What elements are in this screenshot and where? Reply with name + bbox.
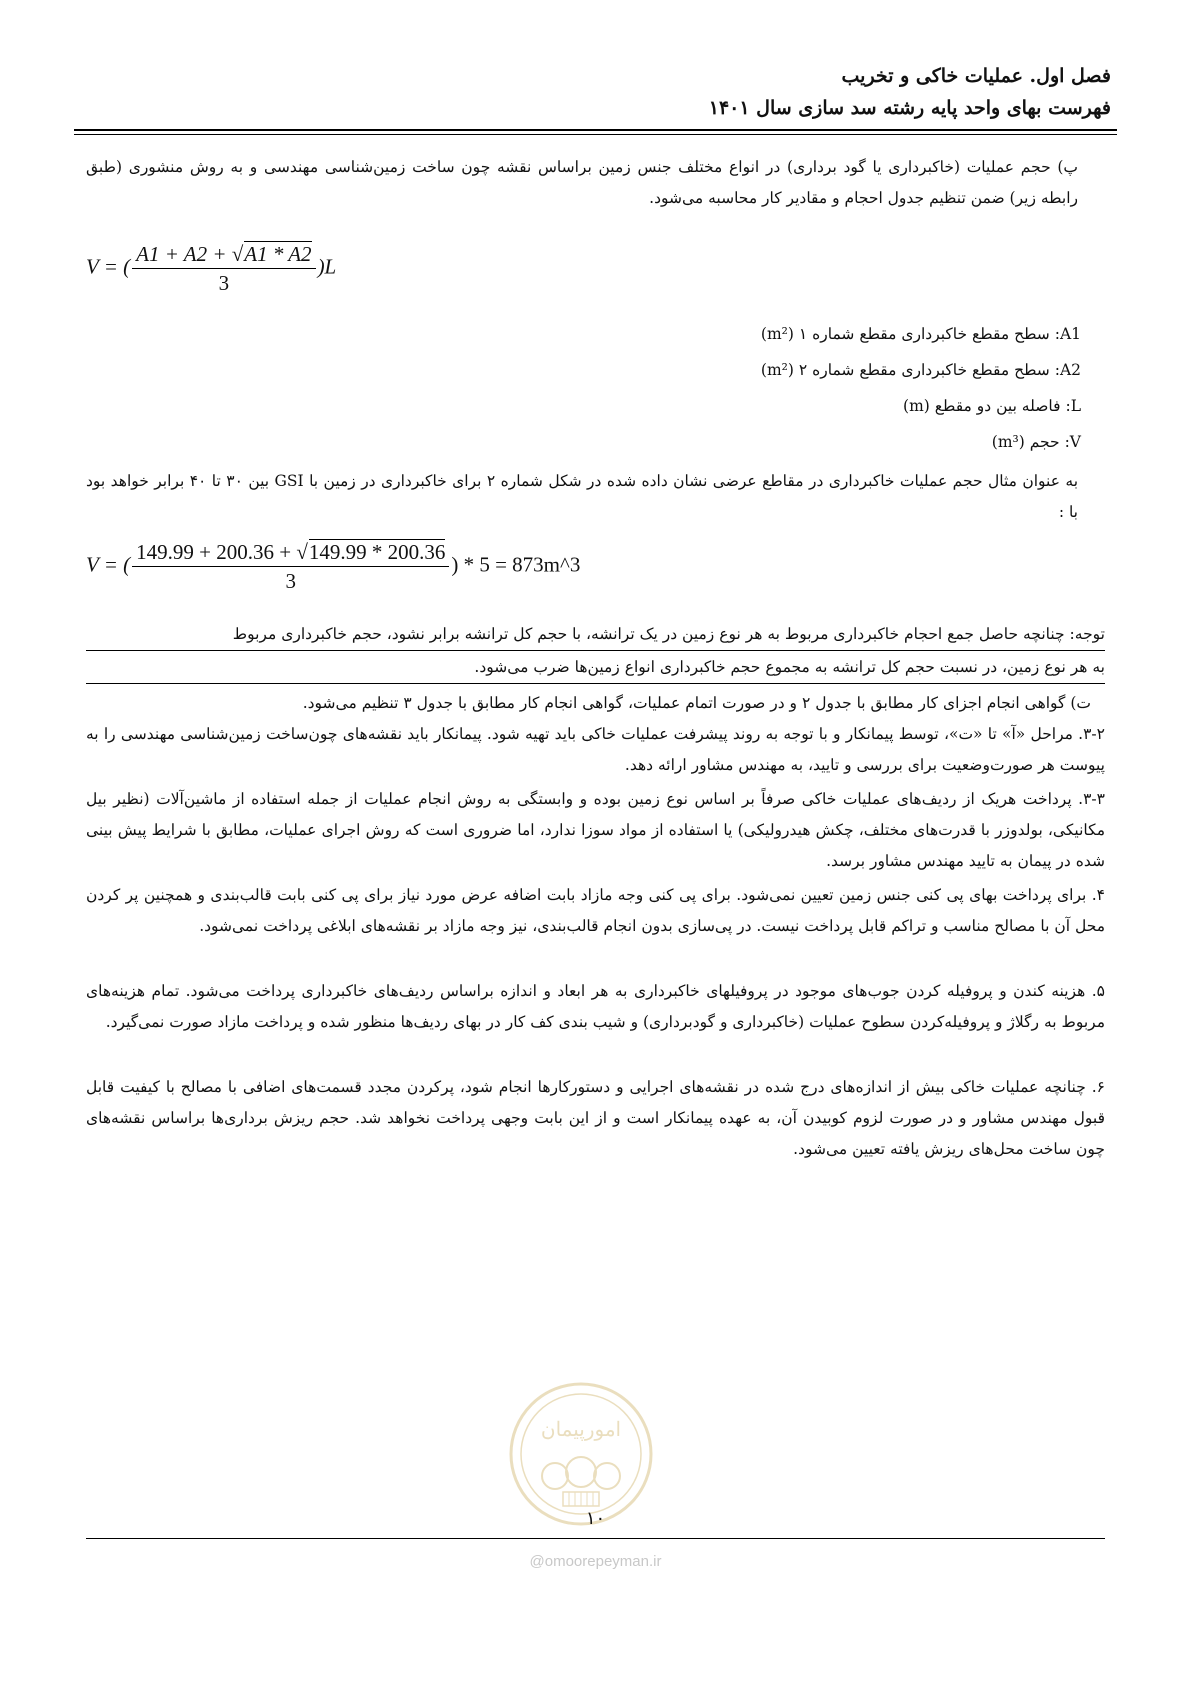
example-paragraph: به عنوان مثال حجم عملیات خاکبرداری در مقاطع عرضی نشان داده شده در شکل شماره ۲ برای خاکبرداری در زمین با GSI بین ۳۰ تا ۴۰ برابر خواهد بود با :	[86, 472, 1079, 521]
eq1-lhs: V = (	[86, 254, 131, 279]
eq2-rhs: ) * 5 = 873m^3	[451, 552, 581, 577]
eq1-denominator: 3	[218, 271, 230, 295]
definition-l: L: فاصله بین دو مقطع (m)	[903, 397, 1081, 415]
eq2-sqrt-radicand: 149.99 * 200.36	[308, 540, 446, 564]
header-rule-thick	[74, 129, 1117, 131]
chapter-title: فصل اول. عملیات خاکی و تخریب	[841, 65, 1111, 87]
paragraph-6: ۶. چنانچه عملیات خاکی بیش از اندازه‌های درج شده در نقشه‌های اجرایی و دستورکارها انجام شود، پرکردن مجدد قسمت‌های اضافی با مصالح با کیفیت قابل قبول مهندس مشاور و در صورت لزوم کوبیدن آن، به عهده پیمانکار است و از این بابت وجهی پرداخت نخواهد شد. حجم ریزش برداری‌ها براساس نقشه‌های چون ساخت محل‌های ریزش یافته تعیین می‌شود.	[86, 1078, 1105, 1158]
paragraph-p: پ) حجم عملیات (خاکبرداری یا گود برداری) در انواع مختلف جنس زمین براساس نقشه چون ساخت زمین‌شناسی مهندسی و به روش منشوری (طبق رابطه زیر) ضمن تنظیم جدول احجام و مقادیر کار محاسبه می‌شود.	[86, 158, 1078, 207]
sqrt-icon: √	[231, 242, 244, 266]
variable-definitions	[761, 316, 1081, 460]
eq2-fraction	[132, 538, 449, 595]
eq2-numerator	[132, 538, 449, 567]
note-line-1: توجه: چنانچه حاصل جمع احجام خاکبرداری مربوط به هر نوع زمین در یک ترانشه، با حجم کل ترانشه برابر نشود، حجم خاکبرداری مربوط	[86, 618, 1105, 651]
note-box	[86, 618, 1105, 684]
footer-website: @omoorepeyman.ir	[529, 1553, 662, 1570]
eq2-numerator-sum: 149.99 + 200.36 +	[136, 540, 297, 564]
paragraph-5: ۵. هزینه کندن و پروفیله کردن جوب‌های موجود در پروفیلهای خاکبرداری به هر ابعاد و اندازه براساس ردیف‌های خاکبرداری پرداخت می‌شود. تمام هزینه‌های مربوط به رگلاژ و پروفیله‌کردن سطوح عملیات (خاکبرداری و گودبرداری) و شیب بندی کف کار در بهای ردیف‌ها منظور شده و پرداخت مازاد صورت نمی‌گیرد.	[86, 982, 1105, 1031]
note-line-2: به هر نوع زمین، در نسبت حجم کل ترانشه به مجموع حجم خاکبرداری انواع زمین‌ها ضرب می‌شود.	[86, 651, 1105, 684]
page-number: ۱۰	[585, 1508, 606, 1529]
eq1-numerator	[132, 240, 315, 269]
eq1-numerator-sum: A1 + A2 +	[136, 242, 232, 266]
header-rule-thin	[74, 134, 1117, 135]
equation-volume-formula	[86, 240, 336, 297]
paragraph-3-2: ۳-۲. مراحل «آ» تا «ت»، توسط پیمانکار و با توجه به روند پیشرفت عملیات خاکی باید تهیه شود. پیمانکار باید نقشه‌های چون‌ساخت زمین‌شناسی مهندسی را به پیوست هر صورت‌وضعیت برای بررسی و تایید، به مهندس مشاور ارائه دهد.	[86, 725, 1105, 774]
page-header	[709, 60, 1111, 124]
definition-a1: A1: سطح مقطع خاکبرداری مقطع شماره ۱ (m²)	[760, 325, 1081, 343]
paragraph-4: ۴. برای پرداخت بهای پی کنی جنس زمین تعیین نمی‌شود. برای پی کنی وجه مازاد بابت اضافه عرض مورد نیاز برای پی کنی بابت قالب‌بندی و همچنین پر کردن محل آن با مصالح مناسب و تراکم قابل پرداخت نیست. در پی‌سازی بدون انجام قالب‌بندی، نیز وجه مازاد بر نقشه‌های ابلاغی پرداخت نمی‌شود.	[86, 886, 1105, 935]
definition-v: V: حجم (m³)	[991, 433, 1081, 451]
equation-example	[86, 538, 580, 595]
watermark-text: امورپیمان	[540, 1417, 622, 1441]
eq2-lhs: V = (	[86, 552, 131, 577]
footer-rule	[86, 1538, 1105, 1539]
eq2-denominator: 3	[285, 569, 296, 593]
paragraph-t: ت) گواهی انجام اجزای کار مطابق با جدول ۲ و در صورت اتمام عملیات، گواهی انجام کار مطابق با جدول ۳ تنظیم می‌شود.	[302, 694, 1091, 712]
definition-a2: A2: سطح مقطع خاکبرداری مقطع شماره ۲ (m²)	[760, 361, 1081, 379]
paragraph-3-3: ۳-۳. پرداخت هریک از ردیف‌های عملیات خاکی صرفاً بر اساس نوع زمین بوده و وابستگی به روش انجام عملیات از جمله استفاده از ماشین‌آلات (نظیر بیل مکانیکی، بولدوزر با قدرت‌های مختلف، چکش هیدرولیکی) یا استفاده از مواد سوزا ندارد، اما ضروری است که روش اجرای عملیات، مطابق با شرایط پیش بینی شده در پیمان به تایید مهندس مشاور برسد.	[86, 790, 1105, 870]
watermark-logo	[507, 1380, 655, 1528]
document-title: فهرست بهای واحد پایه رشته سد سازی سال ۱۴۰۱	[708, 97, 1111, 119]
eq1-fraction	[132, 240, 315, 297]
eq1-rhs: )L	[317, 254, 337, 279]
sqrt-icon: √	[296, 540, 308, 564]
eq1-sqrt-radicand: A1 * A2	[244, 242, 312, 266]
